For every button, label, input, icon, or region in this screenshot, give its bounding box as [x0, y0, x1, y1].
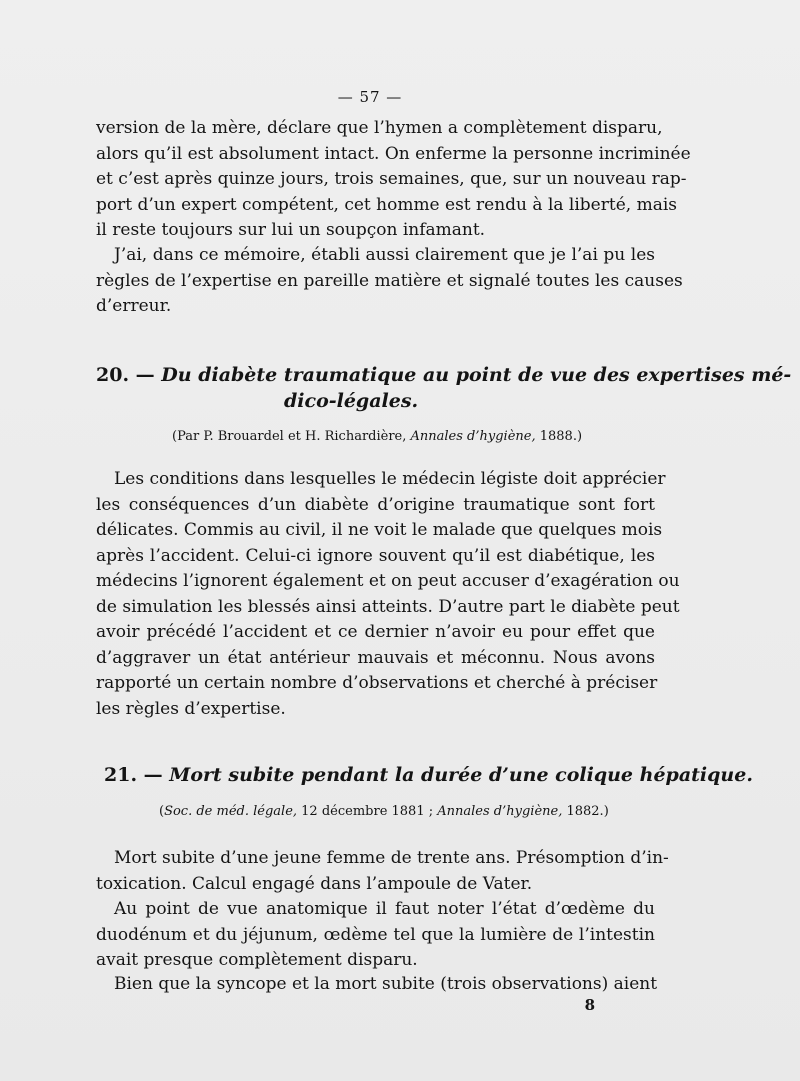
text-line: avait presque complètement disparu. — [96, 950, 418, 970]
section-20-heading — [96, 362, 792, 414]
section-21-heading — [104, 762, 753, 788]
text-line: toxication. Calcul engagé dans l’ampoule de Vater. — [96, 873, 533, 894]
paragraph-syncope — [96, 972, 658, 998]
citation-authors: (Par P. Brouardel et H. Richardière, — [172, 429, 411, 444]
text-line: de simulation les blessés ainsi atteints. D’autre part le diabète peut — [96, 596, 680, 617]
citation-journal: Annales d’hygiène, — [410, 429, 536, 444]
text-line: les conséquences d’un diabète d’origine traumatique sont fort — [96, 494, 655, 515]
paragraph-continuation — [96, 116, 691, 244]
text-line: règles de l’expertise en pareille matière et signalé toutes les causes — [96, 270, 683, 291]
text-line: et c’est après quinze jours, trois semaines, que, sur un nouveau rap- — [96, 169, 687, 189]
section-number: 20. — [96, 364, 130, 386]
text-line: avoir précédé l’accident et ce dernier n’avoir eu pour effet que — [96, 622, 655, 642]
text-line: médecins l’ignorent également et on peut accuser d’exagération ou — [96, 571, 680, 591]
section-title-continuation: dico-légales. — [284, 390, 419, 412]
page-number: — 57 — — [337, 88, 403, 106]
text-line: après l’accident. Celui-ci ignore souvent qu’il est diabétique, les — [96, 545, 655, 566]
paragraph-diabete — [96, 467, 680, 722]
section-number: 21. — [104, 764, 138, 786]
section-20-citation — [172, 428, 582, 446]
citation-year: 1882.) — [562, 804, 609, 819]
text-line: version de la mère, déclare que l’hymen a complètement disparu, — [96, 118, 663, 138]
text-line: duodénum et du jéjunum, œdème tel que la lumière de l’intestin — [96, 924, 655, 945]
text-line: d’erreur. — [96, 296, 172, 316]
section-title: Du diabète traumatique au point de vue des expertises mé- — [161, 364, 792, 386]
text-line: port d’un expert compétent, cet homme est rendu à la liberté, mais — [96, 194, 677, 215]
text-line: Au point de vue anatomique il faut noter l’état d’œdème du — [114, 899, 655, 919]
section-21-citation — [159, 803, 609, 821]
text-line: rapporté un certain nombre d’observations et cherché à préciser — [96, 673, 658, 693]
section-title: Mort subite pendant la durée d’une colique hépatique. — [169, 764, 753, 786]
section-dash: — — [137, 764, 170, 786]
paragraph-memoire — [96, 243, 683, 320]
paragraph-anatomique — [96, 897, 655, 974]
paragraph-mort-subite — [96, 846, 669, 897]
text-line: il reste toujours sur lui un soupçon infamant. — [96, 220, 486, 240]
text-line: J’ai, dans ce mémoire, établi aussi clairement que je l’ai pu les — [114, 245, 655, 265]
text-line: Bien que la syncope et la mort subite (trois observations) aient — [114, 974, 658, 994]
text-line: les règles d’expertise. — [96, 698, 286, 719]
text-line: Mort subite d’une jeune femme de trente ans. Présomption d’in- — [114, 848, 669, 868]
text-line: alors qu’il est absolument intact. On enferme la personne incriminée — [96, 143, 691, 164]
citation-date: 12 décembre 1881 ; — [297, 804, 438, 819]
citation-year: 1888.) — [535, 429, 583, 444]
text-line: délicates. Commis au civil, il ne voit le malade que quelques mois — [96, 520, 663, 540]
citation-society: Soc. de méd. légale, — [164, 804, 298, 819]
text-line: d’aggraver un état antérieur mauvais et méconnu. Nous avons — [96, 647, 655, 668]
citation-journal: Annales d’hygiène, — [437, 804, 563, 819]
signature-mark: 8 — [584, 996, 595, 1014]
section-dash: — — [129, 364, 162, 386]
citation-open-paren: ( — [159, 804, 165, 819]
text-line: Les conditions dans lesquelles le médecin légiste doit apprécier — [114, 469, 666, 489]
